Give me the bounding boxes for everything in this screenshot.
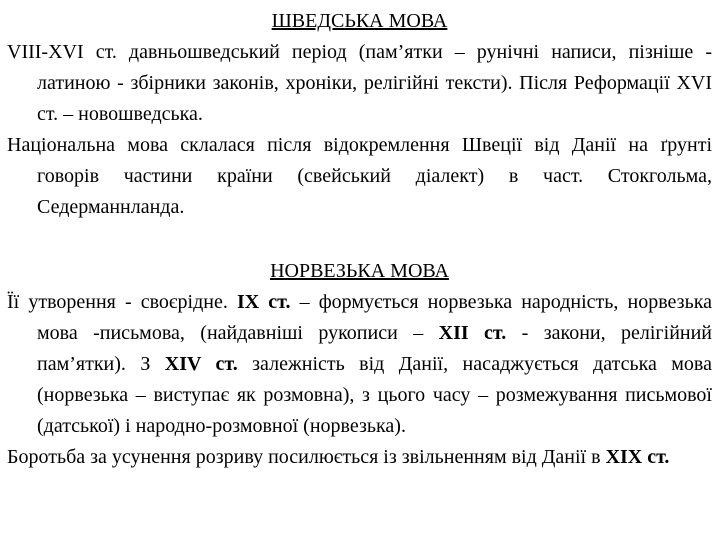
norwegian-paragraph-struggle — [7, 442, 712, 473]
text-fragment: - закони, релігійний пам’ятки). З — [37, 322, 713, 375]
century-xii: ХІІ ст. — [438, 322, 507, 344]
century-ix: ІХ ст. — [236, 291, 291, 313]
swedish-paragraph-history: VIII-XVI ст. давньошведський період (пам’ятки – рунічні написи, пізніше - латиною - збірники законів, хроніки, релігійні тексти). Після Реформації XVI ст. – новошведська. — [7, 41, 712, 125]
text-fragment: Боротьба за усунення розриву посилюється із звільненням від Данії в — [7, 446, 606, 468]
text-fragment: – формується норвезька народність, норвезька мова -письмова, (найдавніші рукописи – — [37, 291, 712, 344]
norwegian-paragraph-formation — [7, 287, 712, 442]
text-fragment: залежність від Данії, насаджується датська мова (норвезька – виступає як розмовна), з цього часу – розмежування письмової (датської) і народно-розмовної (норвезька). — [37, 353, 712, 437]
century-xiv: XIV ст. — [164, 353, 238, 375]
norwegian-language-title: НОРВЕЗЬКА МОВА — [270, 260, 449, 282]
swedish-language-title: ШВЕДСЬКА МОВА — [271, 10, 448, 32]
swedish-paragraph-national: Національна мова склалася після відокремлення Швеції від Данії на ґрунті говорів частини країни (свейський діалект) в част. Стокгольма, Седерманнланда. — [7, 134, 712, 218]
century-xix: ХІХ ст. — [605, 446, 670, 468]
text-fragment: Її утворення - своєрідне. — [7, 291, 237, 313]
